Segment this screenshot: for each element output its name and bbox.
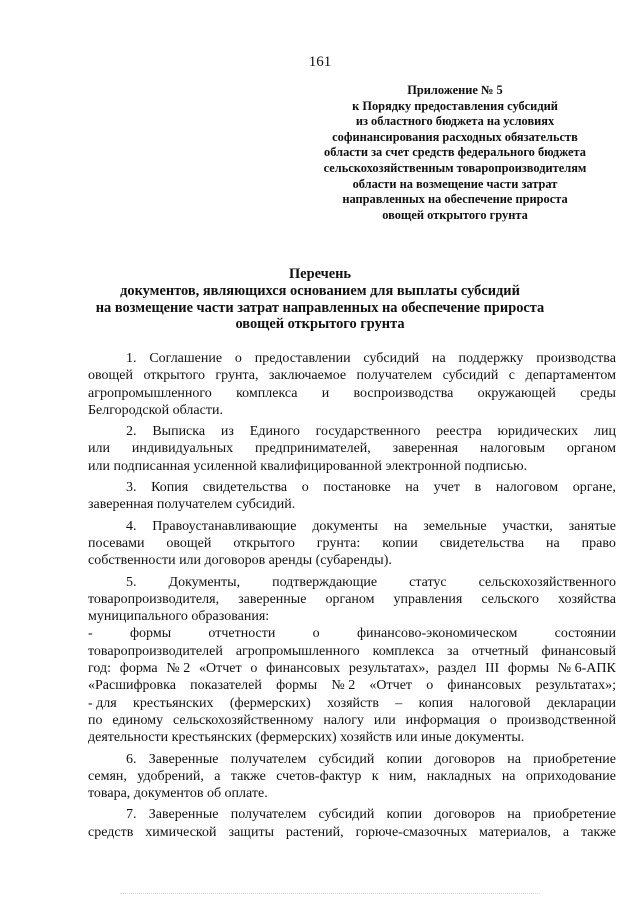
word: формы (129, 626, 172, 642)
word: договоров (434, 751, 495, 767)
word: о (312, 626, 320, 642)
word: агропромышленного (88, 385, 212, 401)
word: налоговым (479, 441, 545, 457)
word: декларации (546, 695, 616, 711)
text-line: или подписанная усиленной квалифицированной электронной подписью. (88, 458, 528, 474)
word: среды (580, 385, 616, 401)
word: 4. (126, 518, 137, 534)
word: счетов-фактур (276, 768, 362, 784)
appendix-line: к Порядку предоставления субсидий (352, 98, 558, 113)
word: открытого (143, 368, 205, 384)
document-title (80, 266, 560, 333)
word: на (432, 351, 446, 366)
word: комплекса (372, 643, 435, 659)
appendix-header (290, 83, 620, 223)
word: защиты (228, 824, 274, 840)
text-line (88, 660, 616, 677)
word: субсидий (363, 351, 420, 366)
word: субсидий (318, 807, 375, 823)
word: или (88, 441, 110, 457)
word: сельскохозяйственного (478, 574, 616, 590)
word: также (230, 768, 266, 784)
text-line (88, 423, 616, 440)
word: к (371, 768, 379, 784)
word: статус (409, 574, 447, 590)
text-line (88, 574, 616, 591)
word: за (447, 643, 459, 659)
word: финансово-экономическом (356, 626, 518, 642)
word: - для (88, 695, 117, 711)
word: № 2 (331, 678, 356, 694)
word: производственной (506, 712, 616, 728)
word: земельные (423, 518, 487, 534)
word: единому (112, 712, 164, 728)
word: постановке (323, 480, 391, 496)
word: на (546, 535, 560, 551)
paragraph (88, 479, 616, 514)
word: хозяйств (327, 695, 379, 711)
word: на (405, 480, 419, 496)
word: 7. (126, 807, 137, 823)
text-line (88, 350, 616, 367)
word: документы (312, 518, 378, 534)
word: ним, (388, 768, 417, 784)
text-line (88, 367, 616, 384)
document-body (88, 350, 616, 841)
word: № 6-АПК (557, 661, 616, 677)
word: реестра (436, 424, 482, 440)
text-line (88, 643, 616, 660)
text-line (88, 806, 616, 823)
word: получателем (356, 368, 433, 384)
word: показателей (190, 678, 262, 694)
paragraph (88, 751, 616, 803)
word: копии (386, 751, 423, 767)
word: Документы, (168, 574, 241, 590)
word: свидетельства (439, 535, 525, 551)
word: Заверенные (148, 751, 219, 767)
word: Единого (249, 424, 300, 440)
appendix-line: овощей открытого грунта (382, 207, 528, 222)
word: результатах», (348, 661, 429, 677)
word: или (373, 712, 396, 728)
word: раздел (437, 661, 477, 677)
text-line: муниципального образования: (88, 609, 270, 625)
word: с (508, 368, 516, 384)
appendix-line: из областного бюджета на условиях (355, 114, 555, 129)
appendix-line: направленных на обеспечение прироста (342, 192, 568, 207)
appendix-line: области на возмещение части затрат (352, 176, 558, 191)
word: 1. (126, 351, 137, 366)
word: заключаемое (268, 368, 347, 384)
text-line (88, 712, 616, 729)
word: окружающей (477, 385, 556, 401)
text-line (88, 479, 616, 496)
word: о (234, 351, 242, 366)
word: воспроизводства (353, 385, 454, 401)
text-line (88, 535, 616, 552)
word: заверенные (238, 591, 307, 607)
word: материалов, (479, 824, 551, 840)
word: сельскохозяйственному (172, 712, 314, 728)
word: на (393, 518, 408, 534)
word: Копия (151, 480, 189, 496)
text-line (88, 824, 616, 841)
word: получателем (230, 807, 307, 823)
appendix-line: области за счет средств федерального бюджета (324, 145, 586, 160)
word: растений, (285, 824, 344, 840)
word: о (426, 678, 434, 694)
text-line (88, 677, 616, 694)
text-line: заверенная получателем субсидий. (88, 497, 296, 513)
word: 2. (126, 424, 137, 440)
word: субсидий (318, 751, 375, 767)
word: удобрений, (137, 768, 204, 784)
word: химической (145, 824, 217, 840)
word: сельского (481, 591, 539, 607)
text-line: товара, документов об оплате. (88, 786, 268, 802)
word: налоговом (495, 480, 559, 496)
word: 5. (126, 574, 137, 590)
word: поддержку (458, 351, 524, 366)
word: результатах»; (535, 678, 616, 694)
appendix-line: сельскохозяйственным товаропроизводителям (323, 160, 587, 175)
word: приобретение (533, 751, 616, 767)
paragraph (88, 518, 616, 570)
word: копии (382, 535, 418, 551)
word: предоставлении (254, 351, 351, 366)
word: открытого (233, 535, 295, 551)
word: налоговой (469, 695, 531, 711)
text-line: Белгородской области. (88, 402, 223, 418)
text-line (88, 518, 616, 535)
word: семян, (88, 768, 127, 784)
word: а (562, 824, 570, 840)
word: формы (507, 661, 550, 677)
text-line: деятельности крестьянских (фермерских) хозяйств или иные документы. (88, 730, 525, 746)
word: форма (119, 661, 158, 677)
word: органом (325, 591, 375, 607)
word: средств (88, 824, 134, 840)
word: информация (405, 712, 480, 728)
word: свидетельства (202, 480, 288, 496)
word: также (580, 824, 616, 840)
word: в (474, 480, 482, 496)
word: на (507, 807, 521, 823)
title-line: на возмещение части затрат направленных на обеспечение прироста (95, 299, 545, 316)
word: (фермерских) (229, 695, 311, 711)
word: копия (418, 695, 454, 711)
word: заверенная (392, 441, 459, 457)
word: подтверждающие (272, 574, 378, 590)
word: финансовых (447, 678, 522, 694)
word: органе, (572, 480, 616, 496)
word: овощей (88, 368, 134, 384)
word: субсидий (442, 368, 499, 384)
word: предпринимателей, (255, 441, 371, 457)
word: № 2 (166, 661, 191, 677)
word: накладных (426, 768, 492, 784)
word: приобретение (533, 807, 616, 823)
word: 3. (126, 480, 137, 496)
text-line (88, 768, 616, 785)
word: о (301, 480, 309, 496)
word: занятые (568, 518, 616, 534)
word: участки, (502, 518, 553, 534)
word: на (501, 768, 516, 784)
word: Соглашение (149, 351, 223, 366)
word: копии (386, 807, 423, 823)
word: из (220, 424, 234, 440)
text-line (88, 751, 616, 768)
word: юридических (497, 424, 579, 440)
word: состоянии (554, 626, 616, 642)
word: грунта, (215, 368, 259, 384)
word: лиц (594, 424, 616, 440)
word: право (581, 535, 616, 551)
word: товаропроизводителя, (88, 591, 220, 607)
word: формы (276, 678, 318, 694)
word: получателем (230, 751, 307, 767)
word: - (88, 626, 93, 642)
word: органом (566, 441, 616, 457)
paragraph (88, 574, 616, 747)
paragraph (88, 806, 616, 841)
paragraph (88, 350, 616, 419)
appendix-line: Приложение № 5 (407, 83, 503, 97)
word: «Расшифровка (88, 678, 176, 694)
text-line (88, 440, 616, 457)
text-line (88, 591, 616, 608)
word: хозяйства (558, 591, 616, 607)
word: налогу (323, 712, 364, 728)
word: учет (433, 480, 460, 496)
word: оприходование (525, 768, 616, 784)
appendix-line: софинансирования расходных обязательств (332, 129, 578, 144)
word: и (321, 385, 330, 401)
word: 6. (126, 751, 137, 767)
word: отчетности (208, 626, 276, 642)
word: о (489, 712, 497, 728)
title-main: Перечень (288, 266, 352, 282)
text-line (88, 625, 616, 642)
word: овощей (166, 535, 212, 551)
word: Правоустанавливающие (152, 518, 297, 534)
word: – (395, 695, 403, 711)
text-line (88, 385, 616, 402)
word: горюче-смазочных (355, 824, 468, 840)
title-line: документов, являющихся основанием для выплаты субсидий (120, 283, 520, 300)
text-line (88, 695, 616, 712)
word: а (214, 768, 221, 784)
word: производства (536, 351, 616, 366)
title-line: овощей открытого грунта (235, 316, 405, 333)
word: крестьянских (133, 695, 214, 711)
word: «Отчет (369, 678, 413, 694)
word: грунта: (316, 535, 361, 551)
text-line: собственности или договоров аренды (субаренды). (88, 553, 392, 569)
word: Заверенные (148, 807, 219, 823)
word: финансовый (541, 643, 616, 659)
word: год: (88, 661, 112, 677)
word: Выписка (152, 424, 206, 440)
word: департаментом (525, 368, 616, 384)
word: по (88, 712, 103, 728)
word: управления (393, 591, 463, 607)
word: агропромышленного (235, 643, 360, 659)
scan-artifact (120, 893, 540, 896)
word: III (485, 661, 500, 677)
word: посевами (88, 535, 145, 551)
word: о (250, 661, 258, 677)
word: «Отчет (198, 661, 242, 677)
word: товаропроизводителей (88, 643, 223, 659)
word: отчетный (471, 643, 529, 659)
word: на (507, 751, 521, 767)
page-number: 161 (308, 54, 332, 70)
word: договоров (434, 807, 495, 823)
word: финансовых (266, 661, 341, 677)
paragraph (88, 423, 616, 475)
word: комплекса (236, 385, 298, 401)
word: государственного (315, 424, 421, 440)
word: индивидуальных (131, 441, 234, 457)
